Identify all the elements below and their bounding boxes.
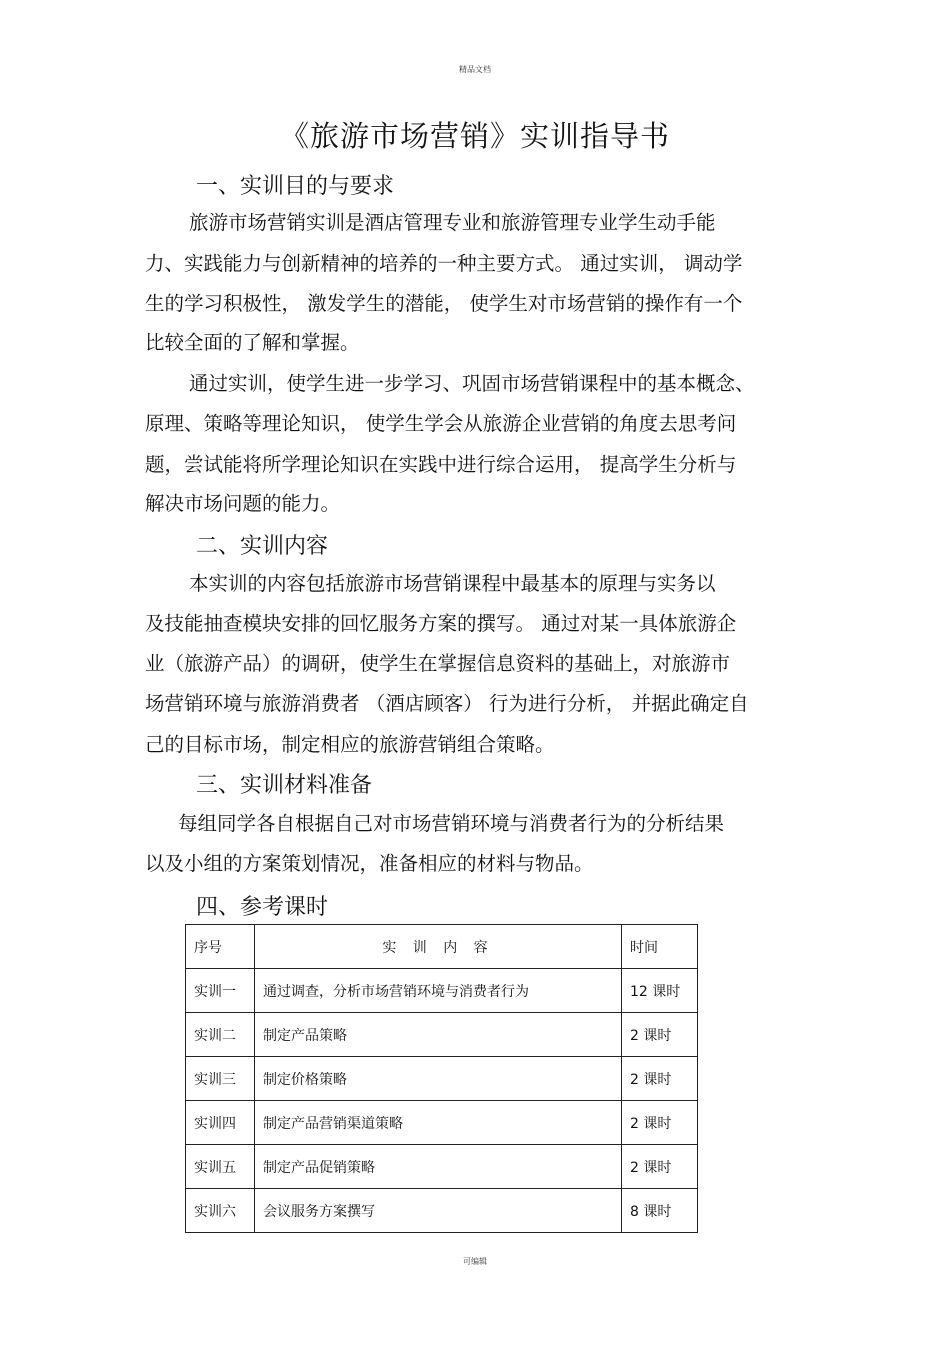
document-title: 《旅游市场营销》实训指导书	[279, 119, 670, 153]
cell-content: 制定产品营销渠道策略	[255, 1101, 622, 1145]
cell-number: 实训四	[186, 1101, 255, 1145]
section-3-p1-line-2: 以及小组的方案策划情况，准备相应的材料与物品。	[145, 852, 594, 875]
table-row	[186, 1013, 698, 1057]
cell-content: 通过调查，分析市场营销环境与消费者行为	[255, 969, 622, 1013]
cell-number: 实训三	[186, 1057, 255, 1101]
cell-time: 2 课时	[622, 1101, 698, 1145]
section-1-p1-line-2: 力、实践能力与创新精神的培养的一种主要方式。 通过实训， 调动学	[145, 252, 743, 275]
table-row	[186, 1057, 698, 1101]
section-2-p1-line-3: 业（旅游产品）的调研，使学生在掌握信息资料的基础上，对旅游市	[145, 652, 731, 675]
cell-time: 2 课时	[622, 1145, 698, 1189]
page-header: 精品文档	[459, 65, 491, 74]
section-2-p1-line-1: 本实训的内容包括旅游市场营销课程中最基本的原理与实务以	[189, 572, 716, 595]
section-3-p1-line-1: 每组同学各自根据自己对市场营销环境与消费者行为的分析结果	[178, 812, 725, 835]
cell-time: 2 课时	[622, 1013, 698, 1057]
section-2-p1-line-4: 场营销环境与旅游消费者 （酒店顾客） 行为进行分析， 并据此确定自	[145, 692, 749, 715]
table-row	[186, 969, 698, 1013]
cell-number: 实训六	[186, 1189, 255, 1233]
section-4-heading: 四、参考课时	[196, 895, 329, 920]
header-cell-time: 时间	[622, 925, 698, 969]
table-header-row	[186, 925, 698, 969]
section-1-p2-line-2: 原理、策略等理论知识， 使学生学会从旅游企业营销的角度去思考问	[145, 412, 737, 435]
page-footer: 可编辑	[463, 1257, 487, 1266]
cell-time: 2 课时	[622, 1057, 698, 1101]
section-1-p1-line-4: 比较全面的了解和掌握。	[145, 331, 360, 354]
section-2-p1-line-2: 及技能抽查模块安排的回忆服务方案的撰写。 通过对某一具体旅游企	[145, 612, 737, 635]
table-row	[186, 1189, 698, 1233]
table-row	[186, 1145, 698, 1189]
cell-content: 制定产品促销策略	[255, 1145, 622, 1189]
section-1-p1-line-1: 旅游市场营销实训是酒店管理专业和旅游管理专业学生动手能	[189, 211, 716, 234]
section-2-p1-line-5: 己的目标市场，制定相应的旅游营销组合策略。	[145, 733, 555, 756]
cell-time: 12 课时	[622, 969, 698, 1013]
cell-number: 实训五	[186, 1145, 255, 1189]
section-3-heading: 三、实训材料准备	[196, 773, 373, 798]
section-1-p1-line-3: 生的学习积极性， 激发学生的潜能， 使学生对市场营销的操作有一个	[145, 292, 743, 315]
cell-content: 制定产品策略	[255, 1013, 622, 1057]
section-1-heading: 一、实训目的与要求	[196, 174, 395, 199]
header-cell-content: 实 训 内 容	[255, 925, 622, 969]
cell-content: 制定价格策略	[255, 1057, 622, 1101]
cell-content: 会议服务方案撰写	[255, 1189, 622, 1233]
table-row	[186, 1101, 698, 1145]
section-1-p2-line-1: 通过实训，使学生进一步学习、巩固市场营销课程中的基本概念、	[189, 372, 755, 395]
section-1-p2-line-3: 题，尝试能将所学理论知识在实践中进行综合运用， 提高学生分析与	[145, 453, 737, 476]
section-1-p2-line-4: 解决市场问题的能力。	[145, 492, 341, 515]
schedule-table	[185, 924, 698, 1233]
cell-number: 实训二	[186, 1013, 255, 1057]
section-2-heading: 二、实训内容	[196, 534, 329, 559]
cell-number: 实训一	[186, 969, 255, 1013]
header-cell-number: 序号	[186, 925, 255, 969]
cell-time: 8 课时	[622, 1189, 698, 1233]
